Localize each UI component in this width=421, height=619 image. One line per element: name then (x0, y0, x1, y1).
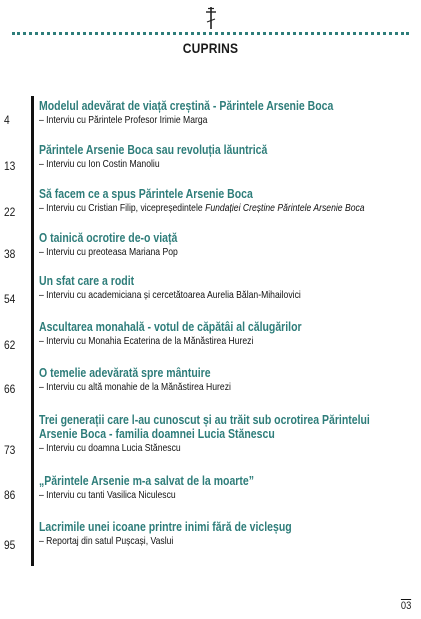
toc-entry-subtitle-text: – Interviu cu Cristian Filip, vicepreședintele (39, 202, 206, 214)
toc-entry-subtitle-italic: Fundației Creștine Părintele Arsenie Boca (205, 202, 365, 214)
toc-page-number: 54 (4, 292, 16, 306)
toc-page-number: 4 (4, 113, 10, 127)
toc-page-number: 13 (4, 159, 16, 173)
toc-entry-subtitle: – Interviu cu Părintele Profesor Irimie Marga (39, 114, 208, 126)
orthodox-cross-icon (203, 6, 219, 30)
page-number: 03 (400, 600, 412, 612)
toc-entry-subtitle: – Reportaj din satul Pușcași, Vaslui (39, 535, 174, 547)
toc-page-number: 86 (4, 488, 16, 502)
toc-page-number: 62 (4, 338, 16, 352)
toc-entry-subtitle (39, 202, 412, 215)
toc-entry-title[interactable]: Să facem ce a spus Părintele Arsenie Boca (39, 187, 253, 201)
toc-entry-title[interactable]: Părintele Arsenie Boca sau revoluția lăuntrică (39, 143, 268, 157)
toc-entry-subtitle: – Interviu cu Ion Costin Manoliu (39, 158, 160, 170)
toc-entry-title[interactable]: O temelie adevărată spre mântuire (39, 366, 211, 380)
toc-entry-subtitle: – Interviu cu altă monahie de la Mănăstirea Hurezi (39, 381, 231, 393)
page-title: CUPRINS (182, 40, 239, 56)
toc-entry-title[interactable]: Trei generații care l-au cunoscut și au trăit sub ocrotirea Părintelui Arsenie Boca - familia doamnei Lucia Stănescu (39, 413, 370, 441)
toc-page-number: 22 (4, 205, 16, 219)
toc-entry-subtitle: – Interviu cu Monahia Ecaterina de la Mănăstirea Hurezi (39, 335, 254, 347)
toc-entry-title[interactable]: „Părintele Arsenie m-a salvat de la moarte” (39, 474, 254, 488)
toc-entry-title[interactable]: Un sfat care a rodit (39, 274, 135, 288)
toc-entry-title[interactable]: Ascultarea monahală - votul de căpătâi al călugărilor (39, 320, 302, 334)
toc-page-number: 95 (4, 538, 16, 552)
toc-page-number: 66 (4, 382, 16, 396)
toc-page-number: 38 (4, 247, 16, 261)
toc-entry-subtitle: – Interviu cu tanti Vasilica Niculescu (39, 489, 176, 501)
dotted-divider (12, 32, 409, 35)
toc-entry-title[interactable]: O tainică ocrotire de-o viață (39, 231, 178, 245)
toc-entry-subtitle: – Interviu cu academiciana și cercetătoarea Aurelia Bălan-Mihailovici (39, 289, 301, 301)
toc-entry-title[interactable]: Lacrimile unei icoane printre inimi fără de vicleșug (39, 520, 292, 534)
toc-entry-title[interactable]: Modelul adevărat de viață creștină - Părintele Arsenie Boca (39, 99, 334, 113)
toc-vertical-rule (31, 96, 34, 566)
toc-page-number: 73 (4, 443, 16, 457)
toc-entry-subtitle: – Interviu cu preoteasa Mariana Pop (39, 246, 178, 258)
toc-entry-subtitle: – Interviu cu doamna Lucia Stănescu (39, 442, 181, 454)
